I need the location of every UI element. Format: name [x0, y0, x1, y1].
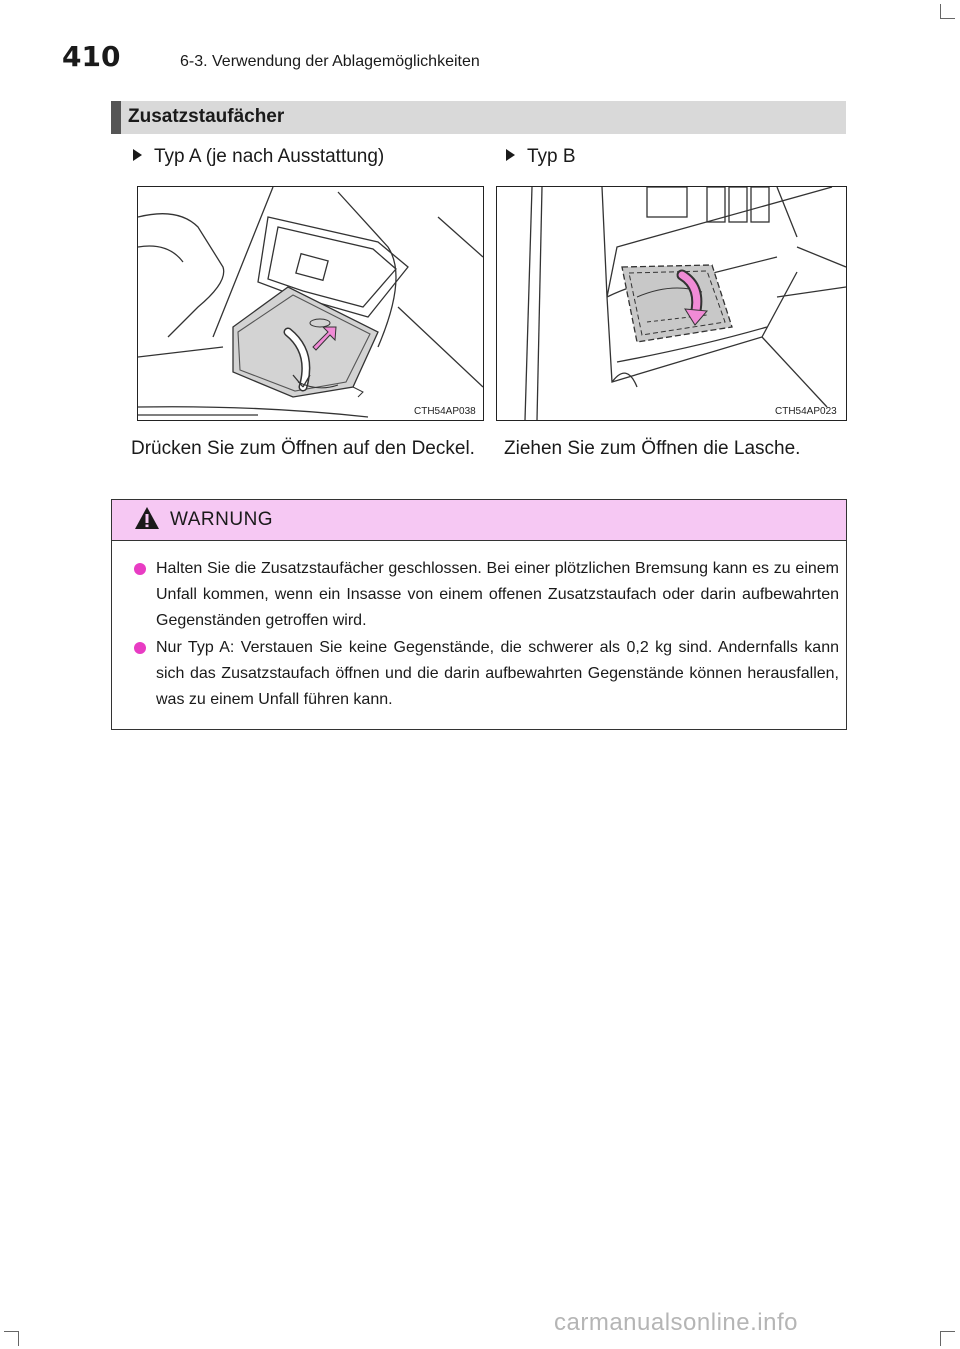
chapter-title: 6-3. Verwendung der Ablagemöglichkeiten	[180, 53, 480, 70]
warning-box	[111, 499, 847, 730]
page-number: 410	[62, 40, 121, 73]
triangle-bullet-icon	[506, 149, 515, 161]
dashboard-compartment-illustration	[497, 187, 846, 420]
warning-item: Halten Sie die Zusatzstaufächer geschlossen. Bei einer plötzlichen Bremsung kann es zu einem Unfall kommen, wenn ein Insasse von einem offenen Zusatzstaufach oder darin aufbewahrten Gegenständen getroffen wird.	[134, 556, 839, 634]
warning-title: WARNUNG	[170, 509, 274, 530]
caption-type-a: Drücken Sie zum Öffnen auf den Deckel.	[131, 438, 475, 459]
section-title: Zusatzstaufächer	[128, 106, 285, 127]
type-b-label: Typ B	[506, 146, 576, 168]
crop-mark	[940, 4, 955, 19]
type-a-label: Typ A (je nach Ausstattung)	[133, 146, 384, 168]
caption-type-b: Ziehen Sie zum Öffnen die Lasche.	[504, 438, 801, 459]
section-header-bar	[111, 101, 121, 134]
figure-type-b	[496, 186, 847, 421]
crop-mark	[940, 1331, 955, 1346]
bullet-dot-icon	[134, 563, 146, 575]
triangle-bullet-icon	[133, 149, 142, 161]
figure-code: CTH54AP038	[414, 406, 476, 417]
warning-item: Nur Typ A: Verstauen Sie keine Gegenstände, die schwerer als 0,2 kg sind. Andernfalls kann sich das Zusatzstaufach öffnen und die darin aufbewahrten Gegenstände können herausfallen, was zu einem Unfall führen kann.	[134, 635, 839, 713]
crop-mark	[4, 1331, 19, 1346]
figure-type-a	[137, 186, 484, 421]
warning-triangle-icon	[134, 506, 160, 530]
overhead-compartment-illustration	[138, 187, 483, 420]
bullet-dot-icon	[134, 642, 146, 654]
figure-code: CTH54AP023	[775, 406, 837, 417]
warning-header	[112, 500, 846, 541]
section-header	[111, 101, 846, 134]
watermark: carmanualsonline.info	[554, 1309, 798, 1336]
